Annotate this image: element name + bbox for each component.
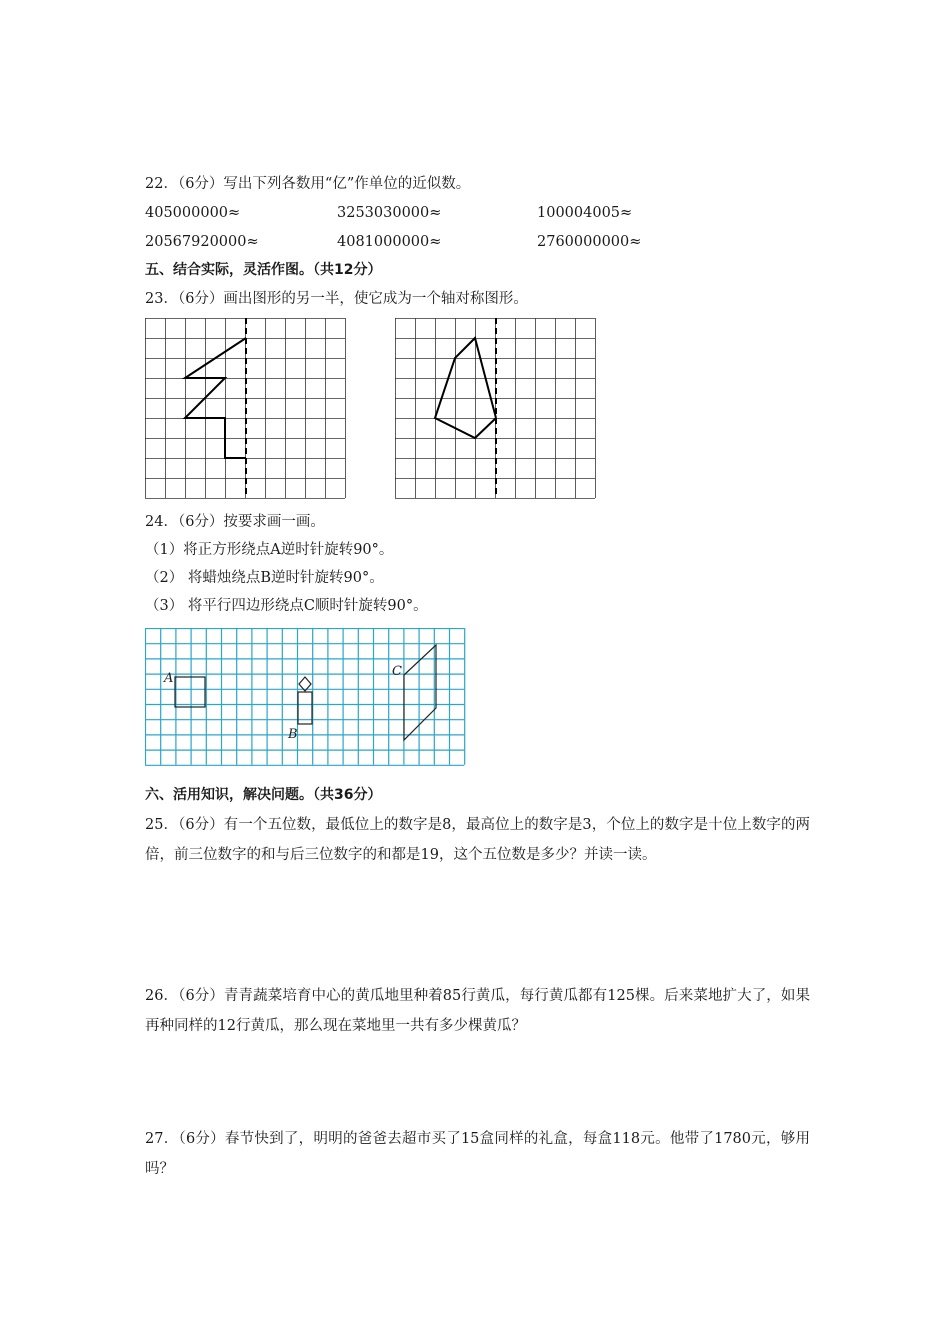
q24-item-1: （1）将正方形绕点A逆时针旋转90°。 [145, 542, 394, 558]
q24-label-c: C [392, 664, 402, 679]
q22-item-5: 4081000000≈ [337, 234, 442, 250]
q22-item-4: 20567920000≈ [145, 234, 259, 250]
q22-item-6: 2760000000≈ [537, 234, 642, 250]
q22-item-2: 3253030000≈ [337, 205, 442, 221]
section6-title: 六、活用知识，解决问题。（共36分） [145, 787, 382, 803]
q24-label-a: A [164, 671, 174, 686]
q24-square [175, 677, 205, 707]
q22-item-1: 405000000≈ [145, 205, 241, 221]
q25-text: 25．（6分）有一个五位数，最低位上的数字是8，最高位上的数字是3，个位上的数字是十位上数字的两倍，前三位数字的和与后三位数字的和都是19，这个五位数是多少？并读一读。 [145, 817, 810, 863]
q24-prompt: 24．（6分）按要求画一画。 [145, 514, 325, 530]
q26-text: 26．（6分）青青蔬菜培育中心的黄瓜地里种着85行黄瓜，每行黄瓜都有125棵。后来菜地扩大了，如果再种同样的12行黄瓜，那么现在菜地里一共有多少棵黄瓜？ [145, 988, 810, 1034]
section5-title: 五、结合实际，灵活作图。（共12分） [145, 262, 382, 278]
q23-grid-right [395, 318, 598, 500]
q23-shape-left [185, 338, 246, 458]
q24-item-2: （2） 将蜡烛绕点B逆时针旋转90°。 [145, 570, 384, 586]
q24-item-3: （3） 将平行四边形绕点C顺时针旋转90°。 [145, 598, 428, 614]
q23-grid-left [145, 318, 348, 500]
q24-rotation-grid [145, 628, 467, 774]
q27-text: 27．（6分）春节快到了，明明的爸爸去超市买了15盒同样的礼盒，每盒118元。他带了1780元，够用吗？ [145, 1131, 810, 1177]
q23-shape-right [435, 338, 496, 438]
q22-prompt: 22．（6分）写出下列各数用“亿”作单位的近似数。 [145, 176, 471, 192]
q22-item-3: 100004005≈ [537, 205, 633, 221]
q23-prompt: 23．（6分）画出图形的另一半，使它成为一个轴对称图形。 [145, 291, 528, 307]
q24-label-b: B [288, 727, 298, 742]
